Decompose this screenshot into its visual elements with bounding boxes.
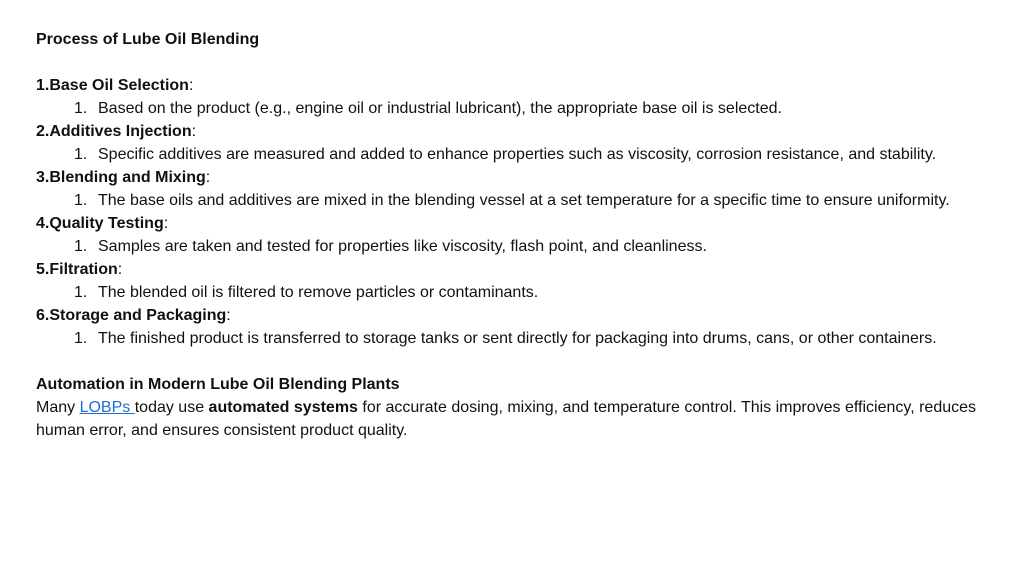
automation-heading: Automation in Modern Lube Oil Blending Plants	[36, 376, 400, 393]
step-2	[36, 120, 996, 166]
step-heading	[36, 74, 996, 97]
step-number: 6.	[36, 307, 50, 324]
step-number: 4.	[36, 215, 50, 232]
step-number: 2.	[36, 123, 50, 140]
paragraph-text: Many	[36, 399, 80, 416]
document-title: Process of Lube Oil Blending	[36, 31, 260, 48]
step-title: Base Oil Selection	[49, 77, 189, 94]
sub-number: 1.	[74, 284, 88, 301]
sub-number: 1.	[74, 330, 88, 347]
step-title: Filtration	[49, 261, 118, 278]
step-title: Additives Injection	[49, 123, 192, 140]
sub-number: 1.	[74, 146, 88, 163]
step-3	[36, 166, 996, 212]
step-heading	[36, 212, 996, 235]
spacer	[36, 350, 996, 373]
step-5	[36, 258, 996, 304]
sub-text: The base oils and additives are mixed in the blending vessel at a set temperature for a specific time to ensure uniformity.	[98, 192, 950, 209]
step-detail	[36, 281, 996, 304]
automation-paragraph	[36, 396, 996, 442]
emphasis-text: automated systems	[208, 399, 358, 416]
step-heading	[36, 120, 996, 143]
sub-number: 1.	[74, 192, 88, 209]
step-detail	[36, 189, 996, 212]
step-number: 3.	[36, 169, 50, 186]
sub-text: Based on the product (e.g., engine oil or industrial lubricant), the appropriate base oil is selected.	[98, 100, 782, 117]
step-number: 5.	[36, 261, 50, 278]
step-title: Blending and Mixing	[49, 169, 206, 186]
step-colon: :	[188, 77, 194, 94]
sub-number: 1.	[74, 238, 88, 255]
sub-text: Samples are taken and tested for properties like viscosity, flash point, and cleanliness.	[98, 238, 707, 255]
step-1	[36, 74, 996, 120]
sub-text: Specific additives are measured and added to enhance properties such as viscosity, corrosion resistance, and stability.	[98, 146, 937, 163]
step-colon: :	[226, 307, 231, 324]
sub-text: The finished product is transferred to storage tanks or sent directly for packaging into drums, cans, or other containers.	[98, 330, 937, 347]
step-detail	[36, 143, 996, 166]
spacer	[36, 51, 996, 74]
paragraph-text: today use	[134, 399, 209, 416]
sub-number: 1.	[74, 100, 88, 117]
step-title: Quality Testing	[49, 215, 164, 232]
step-heading	[36, 258, 996, 281]
step-detail	[36, 327, 996, 350]
sub-text: The blended oil is filtered to remove particles or contaminants.	[98, 284, 539, 301]
step-heading	[36, 304, 996, 327]
step-4	[36, 212, 996, 258]
step-colon: :	[205, 169, 211, 186]
step-title: Storage and Packaging	[49, 307, 227, 324]
step-6	[36, 304, 996, 350]
step-heading	[36, 166, 996, 189]
step-detail	[36, 235, 996, 258]
step-colon: :	[117, 261, 123, 278]
step-number: 1.	[36, 77, 50, 94]
step-detail	[36, 97, 996, 120]
paragraph-text: for accurate dosing, mixing, and temperature control. This improves efficiency, reduces human error, and ensures consistent product quality.	[36, 399, 977, 439]
lobps-link[interactable]: LOBPs	[79, 399, 135, 416]
step-colon: :	[163, 215, 169, 232]
step-colon: :	[191, 123, 197, 140]
document-body	[36, 28, 996, 442]
